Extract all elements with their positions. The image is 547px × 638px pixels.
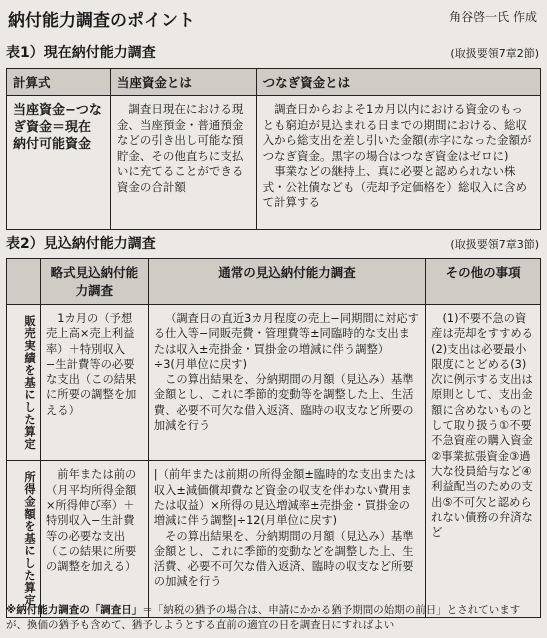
table2-reference: (取扱要領7章3節): [450, 238, 539, 251]
footnote: [6, 603, 541, 633]
bridge-funds-text-2: 事業などの継持上、真に必要と認められない株式・公社債なども（売却予定価格を）総収入に含めて計算する: [262, 164, 528, 209]
current-funds-cell: 調査日現在における現金、当座預金・普通預金などの引き出し可能な預貯金、その他直ちに支払いに充てることができる資金の合計額: [110, 96, 256, 230]
table2-header-row: [7, 259, 541, 305]
projected-ability-table: [6, 258, 541, 618]
table2-row-sales: [7, 305, 541, 461]
table1-header-row: [7, 69, 541, 96]
table2-header-blank: [7, 259, 41, 305]
row-label-income-basis: 所得金額を基にした算定: [7, 461, 41, 617]
footnote-lead: ※納付能力調査の「調査日」: [6, 604, 143, 616]
bridge-funds-text-1: 調査日からおよそ1カ月以内における資金のもっとも窮迫が見込まれる日までの期間における、総収入から総支出を差し引いた金額(赤字になった金額がつなぎ資金。黒字の場合はつなぎ資金はゼロに): [262, 102, 532, 163]
formula-cell: 当座資金−つなぎ資金＝現在納付可能資金: [7, 96, 111, 230]
table1-title: 表1）現在納付能力調査: [6, 45, 156, 61]
sales-simple-cell: 1カ月の（予想売上高×売上利益率）＋特別収入−生計費等の必要な支出（この結果に所要の調整を加える）: [40, 305, 148, 461]
table1-reference: (取扱要領7章2節): [450, 47, 539, 60]
current-ability-table: [6, 68, 541, 230]
table2-header-simple: 略式見込納付能力調査: [40, 259, 148, 305]
sales-normal-text-2: この算出結果を、分納期間の月額（見込み）基準金額とし、これに季節的変動等を調整した上、生活費、必要不可欠な借入返済、臨時の収支など所要の加減を行う: [153, 373, 414, 433]
author-credit: 角谷啓一氏 作成: [449, 10, 537, 24]
bridge-funds-cell: [256, 96, 540, 230]
footnote-text: ＝「納税の猶予の場合は、申請にかかる猶予期間の始期の前日」とされていますが、換価の猶予も含めて、猶予しようとする直前の適宜の日を調査日にすればよい: [6, 604, 521, 631]
income-normal-cell: [148, 461, 425, 617]
table2-header-normal: 通常の見込納付能力調査: [148, 259, 425, 305]
income-normal-text-2: その算出結果を、分納期間の月額（見込み）基準金額とし、これに季節的変動などを調整した上、生活費、必要不可欠な借入返済、臨時の収支など所要の加減を行う: [153, 529, 414, 589]
sales-normal-cell: [148, 305, 425, 461]
table2-header-other: その他の事項: [426, 259, 541, 305]
page-title: 納付能力調査のポイント: [8, 11, 195, 31]
table2-title: 表2）見込納付能力調査: [6, 236, 156, 252]
table1-header-current-funds: 当座資金とは: [110, 69, 256, 96]
other-matters-cell: (1)不要不急の資産は売却をすすめる(2)支出は必要最小限度にとどめる(3)次に例示する支出は原則として、支出金額に含めないものとして取り扱う①不要不急資産の購入資金②事業拡張資金③過大な役員給与など④利益配当のための支出⑤不可欠と認められない債務の弁済など: [426, 305, 541, 618]
income-normal-text-1: |（前年または前期の所得金額±臨時的な支出または収入±減価償却費など資金の収支を伴わない費用または収益）×所得の見込増減率±売掛金・買掛金の増減に伴う調整|÷12(月単位に戻す): [153, 468, 416, 528]
table1-header-bridge-funds: つなぎ資金とは: [256, 69, 540, 96]
table1-body-row: [7, 96, 541, 230]
sales-normal-text-1: （調査日の直近3カ月程度の売上−同期間に対応する仕入等−同販売費・管理費等±同臨時的な支出または収入±売掛金・買掛金の増減に伴う調整）÷3(月単位に戻す): [153, 312, 419, 371]
row-label-sales-basis: 販売実績を基にした算定: [7, 305, 41, 461]
income-simple-cell: 前年または前の（月平均所得金額×所得伸び率）＋特別収入−生計費等の必要な支出（この結果に所要の調整を加える）: [40, 461, 148, 617]
table1-header-formula: 計算式: [7, 69, 111, 96]
